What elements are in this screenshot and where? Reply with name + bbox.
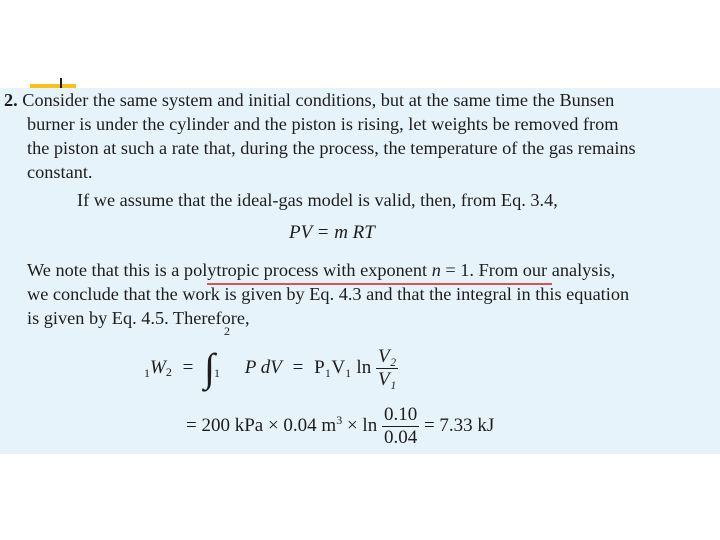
result-text-a: = 200 kPa × 0.04 m	[186, 414, 337, 436]
work-equation	[144, 324, 398, 398]
fraction-denominator-v1: V₁	[377, 369, 397, 391]
result-equation	[186, 404, 494, 449]
ideal-gas-equation: PV = m RT	[289, 222, 375, 243]
equals-sign-2: =	[292, 357, 304, 378]
p1v1-ln: P₁V₁ ln	[314, 357, 372, 378]
problem-text-line-1: Consider the same system and initial conditions, but at the same time the Bunsen	[22, 90, 615, 110]
assumption-line: If we assume that the ideal-gas model is valid, then, from Eq. 3.4,	[77, 190, 558, 210]
problem-line-4: constant.	[27, 162, 93, 182]
analysis-text-b: = 1. From our analysis,	[440, 260, 616, 280]
analysis-line-3: is given by Eq. 4.5. Therefore,	[27, 308, 250, 328]
work-subscript: 2	[165, 365, 172, 379]
problem-number: 2.	[4, 90, 18, 110]
problem-line-2: burner is under the cylinder and the piston is rising, let weights be removed from	[27, 114, 619, 134]
volume-ratio-fraction	[376, 346, 398, 391]
result-text-b: × ln	[342, 414, 378, 436]
problem-line-3: the piston at such a rate that, during the process, the temperature of the gas remains	[27, 138, 636, 158]
cursor-mark	[60, 78, 62, 88]
analysis-text-a: We note that this is a polytropic process with exponent	[27, 260, 432, 280]
integral-block	[204, 324, 234, 390]
integrand: P dV	[244, 357, 282, 378]
fraction-denominator-value: 0.04	[383, 427, 418, 448]
exponent-symbol: n	[431, 260, 441, 280]
fraction-numerator-value: 0.10	[383, 404, 418, 425]
cubic-superscript: 3	[336, 412, 343, 427]
fraction-numerator-v2: V₂	[377, 346, 397, 368]
result-value: = 7.33 kJ	[423, 414, 495, 436]
work-pre-subscript: 1	[144, 366, 150, 380]
integral-upper-limit: 2	[224, 324, 231, 338]
integral-lower-limit: 1	[214, 366, 221, 380]
analysis-line-1	[27, 258, 615, 282]
textbook-excerpt	[0, 88, 720, 454]
analysis-line-2: we conclude that the work is given by Eq. 4.3 and that the integral in this equation	[27, 284, 630, 304]
equals-sign-1: =	[182, 357, 194, 378]
work-symbol: W	[150, 357, 166, 378]
integral-sign: ∫	[204, 345, 216, 390]
numeric-ratio-fraction	[382, 404, 419, 449]
problem-line-1	[4, 88, 614, 112]
